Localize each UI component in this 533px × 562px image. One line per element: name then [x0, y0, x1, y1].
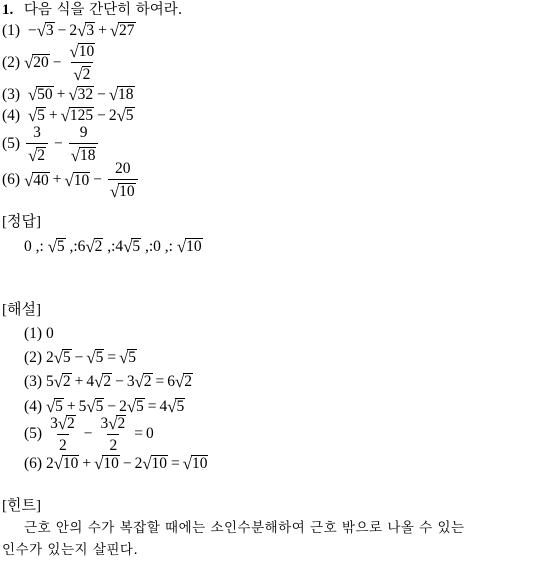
sqrt-3: √3: [36, 21, 54, 40]
problem-item-5: (5) $\frac{3}{√2}$ − $\frac{9}{√18}$: [2, 124, 101, 164]
item-label: (6): [2, 171, 21, 189]
hint-line-1: 근호 안의 수가 복잡할 때에는 소인수분해하여 근호 밖으로 나올 수 있는: [24, 520, 465, 536]
problem-header: [2, 3, 182, 18]
answer-header: [정답]: [2, 214, 41, 230]
problem-item-4: (4) √5 + √125 − 2√5: [2, 106, 134, 125]
solution-item-4: (4) √5 + 5√5 − 2√5 = 4√5: [24, 397, 185, 416]
item-label: (1): [2, 22, 21, 39]
solution-item-1: (1) 0: [24, 325, 54, 342]
item-label: (5): [2, 135, 21, 153]
problem-title: 다음 식을 간단히 하여라.: [23, 2, 183, 18]
problem-item-1: (1) −√3 − 2√3 + √27: [2, 21, 135, 40]
answer-line: 0 ,: √5 ,:6√2 ,:4√5 ,:0 ,: √10: [24, 237, 202, 256]
item-label: (3): [2, 86, 21, 103]
problem-number: 1.: [2, 2, 14, 18]
solution-item-5: (5) $\frac{3√2}{2}$ − $\frac{3√2}{2}$ = 0: [24, 414, 154, 455]
item-label: (2): [2, 54, 21, 72]
solution-item-2: (2) 2√5 − √5 = √5: [24, 348, 137, 367]
fraction: $\frac{√10}{√2}$: [69, 42, 95, 85]
item-label: (4): [2, 107, 21, 124]
hint-line-2: 인수가 있는지 살핀다.: [2, 542, 139, 558]
problem-item-2: (2) √20 − $\frac{√10}{√2}$: [2, 42, 100, 84]
solution-item-6: (6) 2√10 + √10 − 2√10 = √10: [24, 454, 208, 473]
solution-header: [해설]: [2, 302, 41, 318]
problem-item-6: (6) √40 + √10 − $\frac{20}{√10}$: [2, 160, 141, 200]
problem-item-3: (3) √50 + √32 − √18: [2, 85, 134, 104]
hint-header: [힌트]: [2, 498, 41, 514]
solution-item-3: (3) 5√2 + 4√2 − 3√2 = 6√2: [24, 372, 192, 391]
